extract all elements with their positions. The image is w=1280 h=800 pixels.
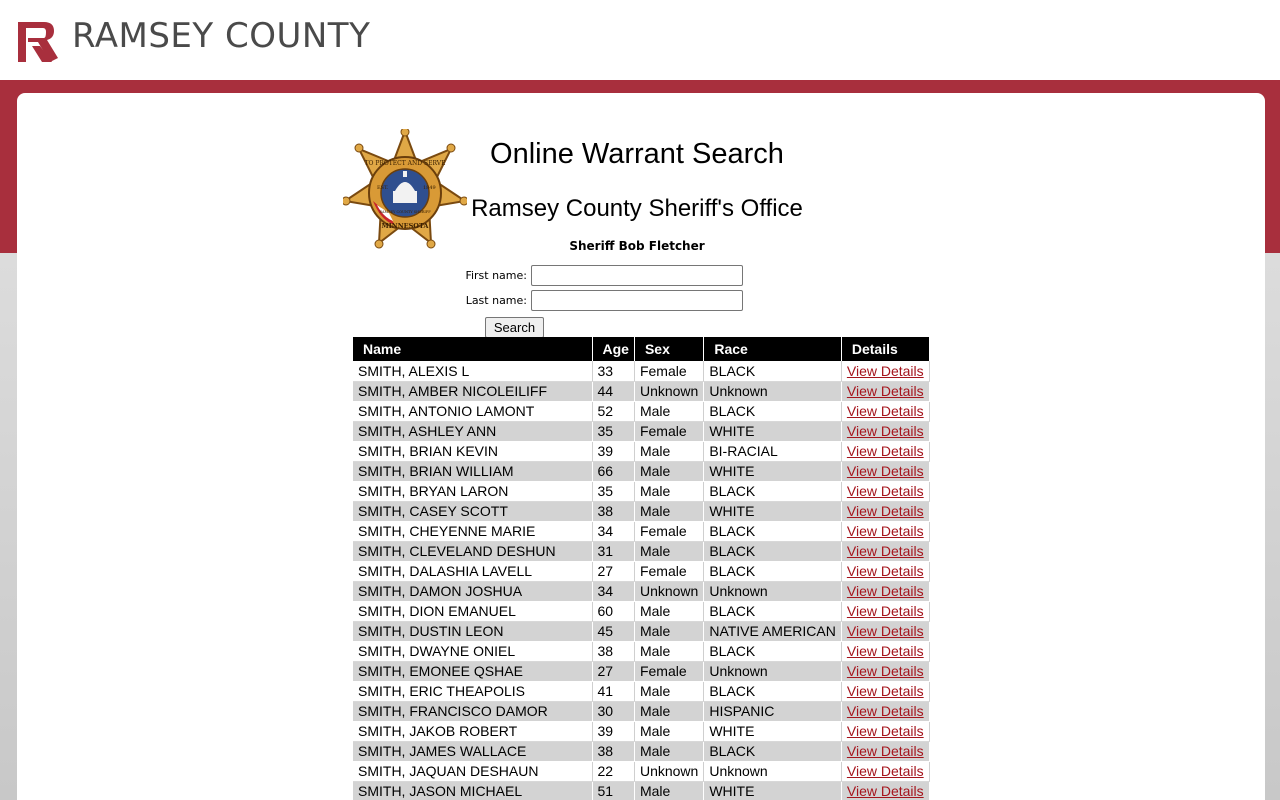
table-row <box>353 421 929 441</box>
table-row <box>353 701 929 721</box>
cell-race: Unknown <box>704 381 842 401</box>
cell-age: 27 <box>592 561 634 581</box>
last-name-label: Last name: <box>465 294 527 307</box>
cell-race: Unknown <box>704 661 842 681</box>
view-details-link[interactable]: View Details <box>846 583 924 599</box>
cell-details <box>841 501 929 521</box>
view-details-link[interactable]: View Details <box>846 423 924 439</box>
cell-sex: Male <box>634 641 703 661</box>
first-name-input[interactable] <box>531 265 743 286</box>
cell-age: 44 <box>592 381 634 401</box>
cell-details <box>841 641 929 661</box>
cell-race: BLACK <box>704 561 842 581</box>
cell-race: WHITE <box>704 501 842 521</box>
cell-sex: Male <box>634 701 703 721</box>
cell-race: Unknown <box>704 761 842 781</box>
table-row <box>353 681 929 701</box>
cell-race: BLACK <box>704 521 842 541</box>
cell-age: 35 <box>592 421 634 441</box>
table-row <box>353 441 929 461</box>
header-age: Age <box>592 337 634 361</box>
cell-race: WHITE <box>704 781 842 800</box>
cell-name: SMITH, DION EMANUEL <box>353 601 592 621</box>
cell-name: SMITH, FRANCISCO DAMOR <box>353 701 592 721</box>
cell-race: BLACK <box>704 601 842 621</box>
table-body <box>353 361 929 800</box>
view-details-link[interactable]: View Details <box>846 503 924 519</box>
cell-name: SMITH, DUSTIN LEON <box>353 621 592 641</box>
ramsey-county-logo[interactable] <box>18 18 370 62</box>
cell-race: WHITE <box>704 421 842 441</box>
last-name-row <box>447 288 743 313</box>
cell-name: SMITH, BRIAN WILLIAM <box>353 461 592 481</box>
table-row <box>353 561 929 581</box>
badge-year: 1849 <box>423 185 436 191</box>
cell-sex: Male <box>634 681 703 701</box>
cell-name: SMITH, EMONEE QSHAE <box>353 661 592 681</box>
view-details-link[interactable]: View Details <box>846 663 924 679</box>
table-row <box>353 461 929 481</box>
cell-details <box>841 581 929 601</box>
cell-sex: Male <box>634 501 703 521</box>
view-details-link[interactable]: View Details <box>846 543 924 559</box>
cell-age: 66 <box>592 461 634 481</box>
cell-details <box>841 441 929 461</box>
cell-name: SMITH, ERIC THEAPOLIS <box>353 681 592 701</box>
view-details-link[interactable]: View Details <box>846 703 924 719</box>
cell-name: SMITH, JAMES WALLACE <box>353 741 592 761</box>
cell-age: 35 <box>592 481 634 501</box>
cell-age: 51 <box>592 781 634 800</box>
cell-race: BLACK <box>704 741 842 761</box>
cell-details <box>841 621 929 641</box>
table-row <box>353 761 929 781</box>
table-row <box>353 481 929 501</box>
cell-race: BLACK <box>704 481 842 501</box>
header-name: Name <box>353 337 592 361</box>
cell-age: 60 <box>592 601 634 621</box>
cell-race: BLACK <box>704 681 842 701</box>
cell-name: SMITH, DAMON JOSHUA <box>353 581 592 601</box>
table-row <box>353 521 929 541</box>
view-details-link[interactable]: View Details <box>846 563 924 579</box>
cell-age: 38 <box>592 741 634 761</box>
ramsey-r-logo-icon <box>18 18 64 62</box>
search-form <box>447 263 743 338</box>
cell-name: SMITH, AMBER NICOLEILIFF <box>353 381 592 401</box>
last-name-input[interactable] <box>531 290 743 311</box>
cell-details <box>841 681 929 701</box>
header-sex: Sex <box>634 337 703 361</box>
cell-details <box>841 741 929 761</box>
cell-age: 38 <box>592 641 634 661</box>
cell-race: NATIVE AMERICAN <box>704 621 842 641</box>
cell-details <box>841 721 929 741</box>
page-subtitle: Ramsey County Sheriff's Office <box>471 195 803 222</box>
cell-age: 34 <box>592 521 634 541</box>
table-row <box>353 641 929 661</box>
cell-sex: Male <box>634 601 703 621</box>
table-row <box>353 721 929 741</box>
view-details-link[interactable]: View Details <box>846 603 924 619</box>
cell-sex: Female <box>634 661 703 681</box>
cell-name: SMITH, JAKOB ROBERT <box>353 721 592 741</box>
view-details-link[interactable]: View Details <box>846 683 924 699</box>
cell-details <box>841 401 929 421</box>
logo-text: RAMSEY COUNTY <box>72 16 371 56</box>
view-details-link[interactable]: View Details <box>846 523 924 539</box>
table-header-row <box>353 337 929 361</box>
page-title: Online Warrant Search <box>490 138 784 170</box>
sheriff-name: Sheriff Bob Fletcher <box>569 239 705 253</box>
cell-sex: Unknown <box>634 761 703 781</box>
cell-details <box>841 561 929 581</box>
cell-age: 30 <box>592 701 634 721</box>
table-row <box>353 581 929 601</box>
cell-details <box>841 701 929 721</box>
cell-details <box>841 601 929 621</box>
cell-age: 45 <box>592 621 634 641</box>
cell-details <box>841 541 929 561</box>
view-details-link[interactable]: View Details <box>846 783 924 799</box>
cell-sex: Female <box>634 521 703 541</box>
cell-sex: Female <box>634 561 703 581</box>
table-row <box>353 401 929 421</box>
cell-details <box>841 661 929 681</box>
view-details-link[interactable]: View Details <box>846 763 924 779</box>
search-row <box>447 313 743 338</box>
cell-name: SMITH, CHEYENNE MARIE <box>353 521 592 541</box>
cell-sex: Female <box>634 361 703 381</box>
cell-sex: Male <box>634 541 703 561</box>
cell-race: BI-RACIAL <box>704 441 842 461</box>
cell-age: 41 <box>592 681 634 701</box>
first-name-label: First name: <box>465 269 527 282</box>
site-header <box>0 0 1280 80</box>
cell-race: WHITE <box>704 721 842 741</box>
view-details-link[interactable]: View Details <box>846 743 924 759</box>
badge-ring-text: RAMSEY COUNTY SHERIFF <box>379 210 431 214</box>
warrant-results-table <box>353 337 930 800</box>
search-button[interactable]: Search <box>485 317 544 338</box>
cell-details <box>841 781 929 800</box>
table-row <box>353 381 929 401</box>
cell-race: BLACK <box>704 641 842 661</box>
view-details-link[interactable]: View Details <box>846 623 924 639</box>
cell-sex: Male <box>634 621 703 641</box>
cell-race: BLACK <box>704 541 842 561</box>
cell-details <box>841 521 929 541</box>
cell-name: SMITH, CASEY SCOTT <box>353 501 592 521</box>
cell-details <box>841 481 929 501</box>
table-row <box>353 541 929 561</box>
badge-state: MINNESOTA <box>381 222 429 230</box>
cell-name: SMITH, ALEXIS L <box>353 361 592 381</box>
cell-details <box>841 761 929 781</box>
cell-age: 38 <box>592 501 634 521</box>
cell-sex: Male <box>634 441 703 461</box>
view-details-link[interactable]: View Details <box>846 362 924 379</box>
cell-sex: Male <box>634 721 703 741</box>
cell-race: HISPANIC <box>704 701 842 721</box>
cell-details <box>841 381 929 401</box>
header-details: Details <box>841 337 929 361</box>
cell-details <box>841 361 929 381</box>
badge-top-text: TO PROTECT AND SERVE <box>364 160 446 167</box>
view-details-link[interactable]: View Details <box>846 723 924 739</box>
view-details-link[interactable]: View Details <box>846 643 924 659</box>
cell-sex: Unknown <box>634 581 703 601</box>
view-details-link[interactable]: View Details <box>846 483 924 499</box>
content-card <box>17 93 1265 800</box>
cell-sex: Male <box>634 781 703 800</box>
view-details-link[interactable]: View Details <box>846 443 924 459</box>
cell-name: SMITH, JASON MICHAEL <box>353 781 592 800</box>
table-row <box>353 361 929 381</box>
cell-age: 39 <box>592 721 634 741</box>
view-details-link[interactable]: View Details <box>846 463 924 479</box>
table-row <box>353 501 929 521</box>
view-details-link[interactable]: View Details <box>846 403 924 419</box>
header-race: Race <box>704 337 842 361</box>
cell-race: BLACK <box>704 361 842 381</box>
cell-age: 39 <box>592 441 634 461</box>
view-details-link[interactable]: View Details <box>846 383 924 399</box>
cell-name: SMITH, DWAYNE ONIEL <box>353 641 592 661</box>
cell-sex: Unknown <box>634 381 703 401</box>
cell-details <box>841 461 929 481</box>
cell-details <box>841 421 929 441</box>
cell-age: 22 <box>592 761 634 781</box>
first-name-row <box>447 263 743 288</box>
cell-sex: Male <box>634 481 703 501</box>
cell-name: SMITH, JAQUAN DESHAUN <box>353 761 592 781</box>
cell-name: SMITH, ANTONIO LAMONT <box>353 401 592 421</box>
cell-age: 34 <box>592 581 634 601</box>
badge-est: EST. <box>377 185 389 191</box>
cell-sex: Male <box>634 461 703 481</box>
cell-race: WHITE <box>704 461 842 481</box>
cell-race: BLACK <box>704 401 842 421</box>
table-row <box>353 601 929 621</box>
table-row <box>353 661 929 681</box>
cell-name: SMITH, BRYAN LARON <box>353 481 592 501</box>
cell-race: Unknown <box>704 581 842 601</box>
cell-sex: Male <box>634 401 703 421</box>
cell-age: 31 <box>592 541 634 561</box>
cell-age: 52 <box>592 401 634 421</box>
cell-sex: Female <box>634 421 703 441</box>
cell-name: SMITH, BRIAN KEVIN <box>353 441 592 461</box>
table-row <box>353 781 929 800</box>
table-row <box>353 741 929 761</box>
table-row <box>353 621 929 641</box>
cell-sex: Male <box>634 741 703 761</box>
cell-age: 27 <box>592 661 634 681</box>
cell-name: SMITH, ASHLEY ANN <box>353 421 592 441</box>
cell-age: 33 <box>592 361 634 381</box>
cell-name: SMITH, CLEVELAND DESHUN <box>353 541 592 561</box>
cell-name: SMITH, DALASHIA LAVELL <box>353 561 592 581</box>
